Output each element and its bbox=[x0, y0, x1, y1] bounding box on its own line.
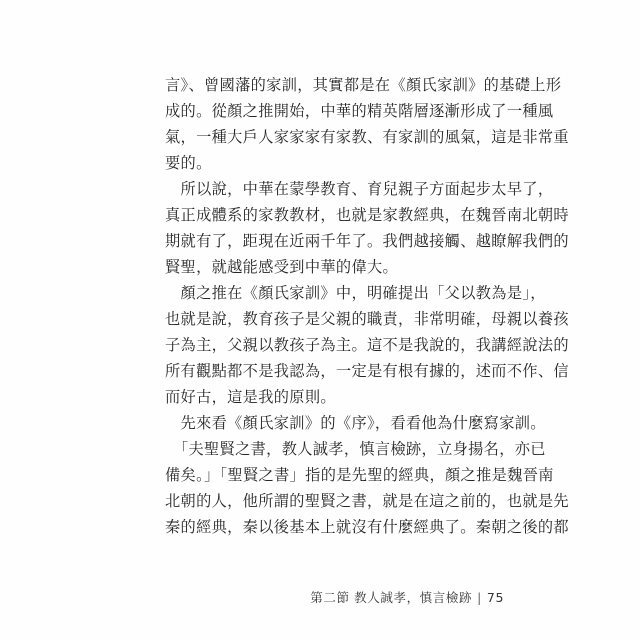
text-line: 備矣。」「聖賢之書」指的是先聖的經典，顏之推是魏晉南 bbox=[165, 466, 554, 484]
text-line: 秦的經典，秦以後基本上就沒有什麼經典了。秦朝之後的都 bbox=[165, 518, 569, 536]
text-line: 而好古，這是我的原則。 bbox=[165, 388, 336, 406]
text-line: 賢聖，就越能感受到中華的偉大。 bbox=[165, 258, 399, 276]
text-line: 「夫聖賢之書，教人誠孝，慎言檢跡，立身揚名，亦已 bbox=[165, 440, 546, 458]
text-line: 真正成體系的家教教材，也就是家教經典，在魏晉南北朝時 bbox=[165, 206, 569, 224]
text-line: 子為主，父親以教孩子為主。這不是我說的，我講經說法的 bbox=[165, 336, 569, 354]
page-number: 75 bbox=[486, 590, 504, 605]
footer-separator: | bbox=[477, 590, 482, 605]
text-line: 成的。從顏之推開始，中華的精英階層逐漸形成了一種風 bbox=[165, 102, 554, 120]
text-line: 顏之推在《顏氏家訓》中，明確提出「父以教為是」， bbox=[165, 284, 546, 302]
text-line: 要的。 bbox=[165, 154, 212, 172]
text-line: 先來看《顏氏家訓》的《序》，看看他為什麼寫家訓。 bbox=[165, 414, 546, 432]
text-line: 言》、曾國藩的家訓，其實都是在《顏氏家訓》的基礎上形 bbox=[165, 76, 562, 94]
text-line: 期就有了，距現在近兩千年了。我們越接觸、越瞭解我們的 bbox=[165, 232, 569, 250]
text-line: 也就是說，教育孩子是父親的職責，非常明確，母親以養孩 bbox=[165, 310, 569, 328]
text-line: 所有觀點都不是我認為，一定是有根有據的，述而不作、信 bbox=[165, 362, 569, 380]
text-line: 北朝的人，他所謂的聖賢之書，就是在這之前的，也就是先 bbox=[165, 492, 569, 510]
page-footer bbox=[310, 588, 504, 606]
text-line: 氣，一種大戶人家家家有家教、有家訓的風氣，這是非常重 bbox=[165, 128, 569, 146]
text-line: 所以說，中華在蒙學教育、育兒親子方面起步太早了， bbox=[165, 180, 554, 198]
section-title: 第二節 教人誠孝，慎言檢跡 bbox=[310, 590, 473, 605]
